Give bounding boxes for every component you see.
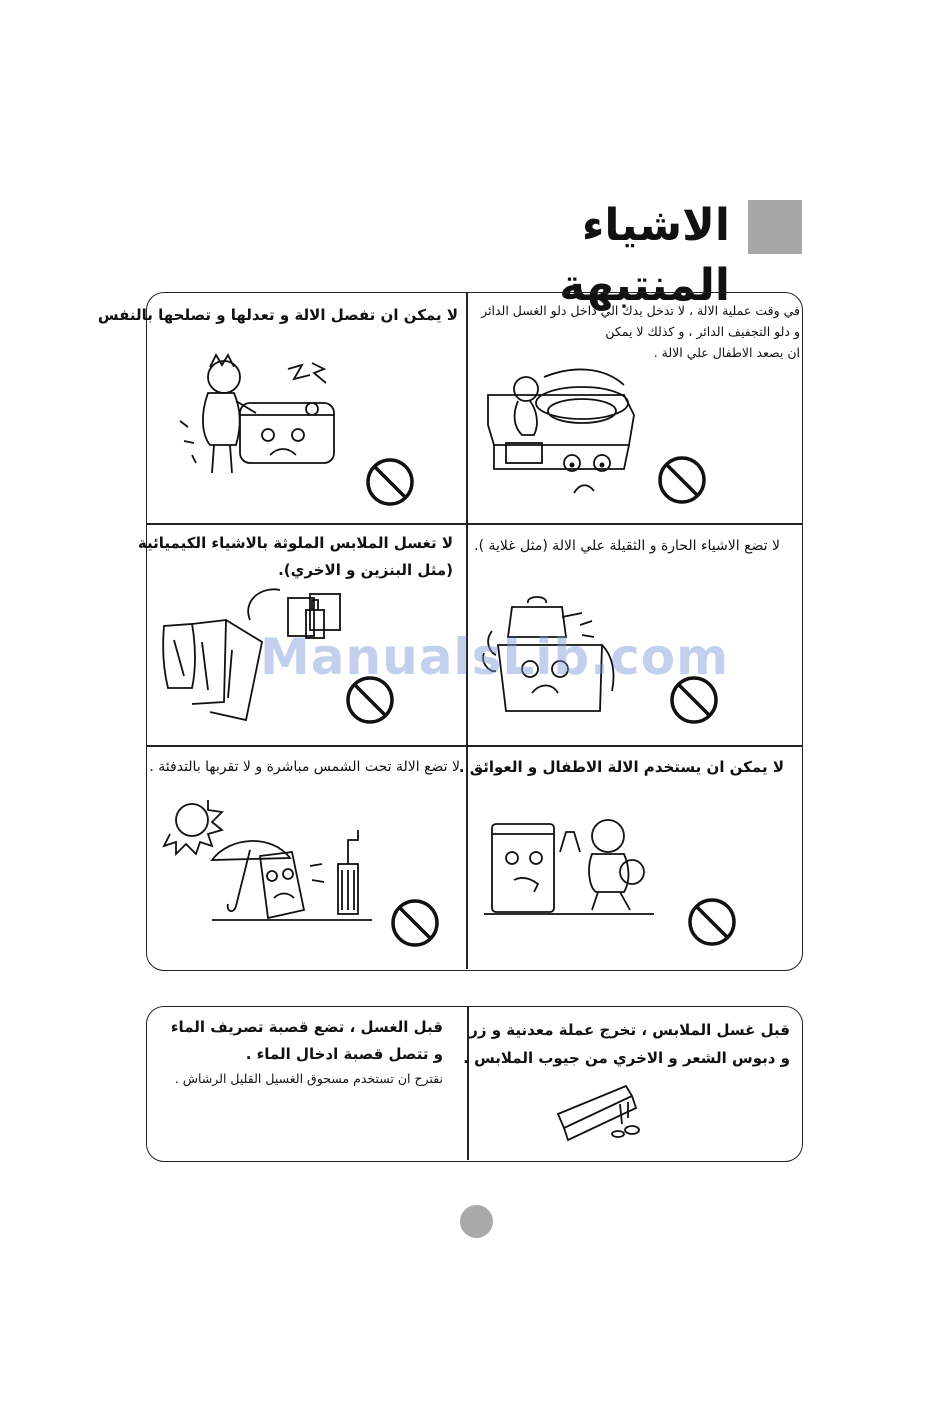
warning-text-sunlight: لا تضع الالة تحت الشمس مباشرة و لا تقربها بالتدفئة . — [149, 759, 460, 775]
prohibition-icon — [657, 455, 707, 505]
panel-divider-row2 — [147, 745, 802, 747]
watermark: ManualsLib.com — [260, 628, 730, 686]
page-number-marker — [460, 1205, 493, 1238]
illustration-sun-heater — [162, 800, 372, 925]
note-text-detergent: نقترح ان تستخدم مسحوق الغسيل القليل الرشاش . — [174, 1071, 443, 1086]
prohibition-icon — [687, 897, 737, 947]
note-text-pockets: قبل غسل الملابس ، تخرج عملة معدنية و زر و دبوس الشعر و الاخري من جيوب الملابس . — [463, 1021, 790, 1067]
warning-text-disassemble: لا يمكن ان تفصل الالة و تعدلها و تصلحها بالنفس — [97, 306, 458, 324]
prohibition-icon — [390, 898, 440, 948]
prohibition-icon — [365, 457, 415, 507]
warning-text-hot-objects: لا تضع الاشياء الحارة و الثقيلة علي الالة (مثل غلاية ). — [474, 538, 780, 554]
warning-text-children: لا يمكن ان يستخدم الالة الاطفال و العوائق . — [458, 758, 784, 776]
warning-text-chemicals: لا تغسل الملابس الملوثة بالاشياء الكيميائية (مثل البنزين و الاخري). — [137, 534, 453, 579]
illustration-child-machine — [484, 818, 654, 918]
panel-divider-row1 — [147, 523, 802, 525]
illustration-coins-pocket — [556, 1084, 646, 1144]
warning-text-spinning-tub: في وقت عملية الالة ، لا تدخل يدك الي داخل دلو الغسل الدائر و دلو التجفيف الدائر ، و كذلك لا يمكن ان يصعد الاطفال علي الالة . — [481, 303, 800, 360]
illustration-child-washer — [484, 365, 634, 505]
section-marker — [748, 200, 802, 254]
illustration-man-repair — [176, 355, 341, 480]
page-title: الاشياء المنتبهة — [559, 200, 730, 311]
note-text-hoses: قبل الغسل ، تضع قصبة تصريف الماء و تتصل قصبة ادخال الماء . — [170, 1018, 443, 1063]
